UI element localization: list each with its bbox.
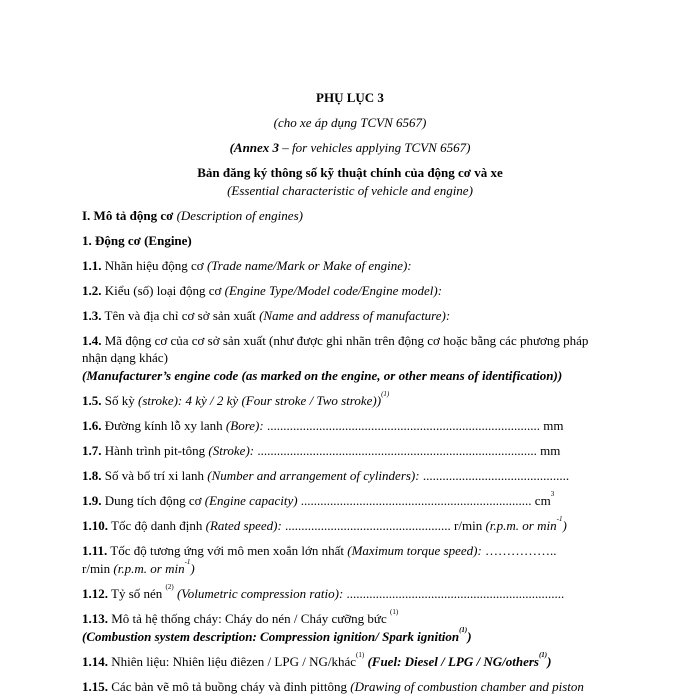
item-1-3	[82, 308, 450, 324]
item-label: Tốc độ tương ứng với mô men xoắn lớn nhất	[107, 543, 348, 558]
item-label: Nhiên liệu: Nhiên liệu điêzen / LPG / NG/khác	[108, 654, 357, 669]
annex-label: (Annex 3	[229, 140, 280, 155]
form-title: Bản đăng ký thông số kỹ thuật chính của động cơ và xe	[197, 165, 503, 180]
item-label-en: (Engine Type/Model code/Engine model):	[224, 283, 443, 298]
item-1-13-en	[82, 626, 472, 645]
subsection-heading: 1. Động cơ (Engine)	[82, 233, 192, 248]
item-label: Mô tả hệ thống cháy: Cháy do nén / Cháy cưỡng bức	[108, 611, 390, 626]
footnote-ref: (1)	[538, 651, 548, 659]
fill-dots: .......................................................................	[297, 493, 532, 508]
item-number: 1.7.	[82, 443, 102, 458]
item-1-1	[82, 258, 412, 274]
unit-exponent: -1	[184, 558, 191, 566]
footnote-ref: (1)	[459, 626, 468, 634]
item-1-10	[82, 515, 567, 534]
item-label: Nhãn hiệu động cơ	[101, 258, 207, 273]
unit: r/min	[450, 518, 486, 533]
fill-dots: ......................................................................................	[254, 443, 537, 458]
item-1-11-cont	[82, 558, 195, 577]
item-label: Số và bố trí xi lanh	[101, 468, 208, 483]
item-label-en: (Fuel: Diesel / LPG / NG/others	[364, 654, 539, 669]
item-number: 1.11.	[82, 543, 108, 558]
item-label-en: (Stroke):	[208, 443, 255, 458]
item-number: 1.12.	[82, 586, 108, 601]
item-label: Tên và địa chỉ cơ sở sản xuất	[101, 308, 260, 323]
unit-exponent: 3	[550, 490, 555, 498]
item-1-5	[82, 390, 390, 409]
item-label-en: (stroke): 4 kỳ / 2 kỳ (Four stroke / Two stroke))	[137, 393, 382, 408]
fill-dots: ...................................................................	[343, 586, 565, 601]
item-1-14	[82, 651, 552, 670]
item-label-en: (Maximum torque speed):	[347, 543, 482, 558]
fill-dots: ....................................................................................	[263, 418, 540, 433]
item-close: )	[467, 629, 472, 644]
item-number: 1.4.	[82, 333, 102, 348]
item-1-2	[82, 283, 442, 299]
item-1-11	[82, 543, 557, 559]
item-label: Đường kính lỗ xy lanh	[101, 418, 226, 433]
item-label-en: (Name and address of manufacture):	[259, 308, 451, 323]
fill-dots: ……………..	[481, 543, 557, 558]
item-number: 1.5.	[82, 393, 102, 408]
unit-en: (r.p.m. or min	[113, 561, 185, 576]
item-label: Tốc độ danh định	[108, 518, 206, 533]
section-label: I. Mô tả động cơ	[82, 208, 174, 223]
unit-close: )	[562, 518, 567, 533]
item-number: 1.14.	[82, 654, 108, 669]
annex-subtitle	[0, 140, 700, 156]
item-label-en: (Combustion system description: Compression ignition/ Spark ignition	[82, 629, 460, 644]
item-label-en: (Rated speed):	[205, 518, 282, 533]
item-label: Các bản vẽ mô tả buồng cháy và đỉnh pittông	[108, 679, 351, 694]
footnote-ref: (1)	[390, 608, 399, 616]
item-1-4	[82, 333, 588, 349]
unit: mm	[536, 443, 561, 458]
item-number: 1.8.	[82, 468, 102, 483]
item-label: Kiểu (số) loại động cơ	[101, 283, 225, 298]
item-label: Tỷ số nén	[108, 586, 166, 601]
item-label: Số kỳ	[101, 393, 138, 408]
item-label: Dung tích động cơ	[101, 493, 205, 508]
unit-en: (r.p.m. or min	[485, 518, 557, 533]
item-label-en: (Volumetric compression ratio):	[173, 586, 344, 601]
item-label-en: (Drawing of combustion chamber and piston	[350, 679, 584, 694]
item-number: 1.15.	[82, 679, 108, 694]
item-label-en: (Number and arrangement of cylinders):	[207, 468, 420, 483]
item-label-en: (Bore):	[225, 418, 264, 433]
item-1-7	[82, 443, 560, 459]
unit-exponent: -1	[556, 515, 563, 523]
appendix-title: PHỤ LỤC 3	[316, 90, 384, 105]
item-number: 1.2.	[82, 283, 102, 298]
fill-dots: .............................................	[419, 468, 570, 483]
section-label-en: (Description of engines)	[173, 208, 303, 223]
item-1-8	[82, 468, 569, 484]
item-number: 1.3.	[82, 308, 102, 323]
item-label-en: (Engine capacity)	[204, 493, 298, 508]
item-1-13	[82, 608, 399, 627]
item-label-en: (Trade name/Mark or Make of engine):	[206, 258, 412, 273]
unit: cm	[531, 493, 551, 508]
item-1-15	[82, 679, 584, 695]
fill-dots: ...................................................	[281, 518, 451, 533]
footnote-ref: (2)	[165, 583, 174, 591]
unit: r/min	[82, 561, 114, 576]
item-number: 1.6.	[82, 418, 102, 433]
item-number: 1.10.	[82, 518, 108, 533]
unit: mm	[539, 418, 564, 433]
item-label: Mã động cơ của cơ sở sản xuất (như được ghi nhãn trên động cơ hoặc bằng các phương pháp	[101, 333, 589, 348]
item-number: 1.1.	[82, 258, 102, 273]
unit-close: )	[190, 561, 195, 576]
footnote-ref: (1)	[381, 390, 390, 398]
form-title-en: (Essential characteristic of vehicle and engine)	[227, 183, 473, 198]
footnote-ref: (1)	[356, 651, 365, 659]
annex-text: – for vehicles applying TCVN 6567)	[279, 140, 471, 155]
item-1-9	[82, 490, 555, 509]
item-label: Hành trình pit-tông	[101, 443, 209, 458]
appendix-subtitle: (cho xe áp dụng TCVN 6567)	[273, 115, 427, 130]
item-number: 1.9.	[82, 493, 102, 508]
item-1-12	[82, 583, 565, 602]
item-1-6	[82, 418, 563, 434]
item-1-4-en: (Manufacturer’s engine code (as marked on the engine, or other means of identification))	[82, 368, 563, 383]
item-number: 1.13.	[82, 611, 108, 626]
section-heading	[82, 208, 303, 224]
item-1-4-cont: nhận dạng khác)	[82, 350, 168, 365]
item-close: )	[547, 654, 552, 669]
